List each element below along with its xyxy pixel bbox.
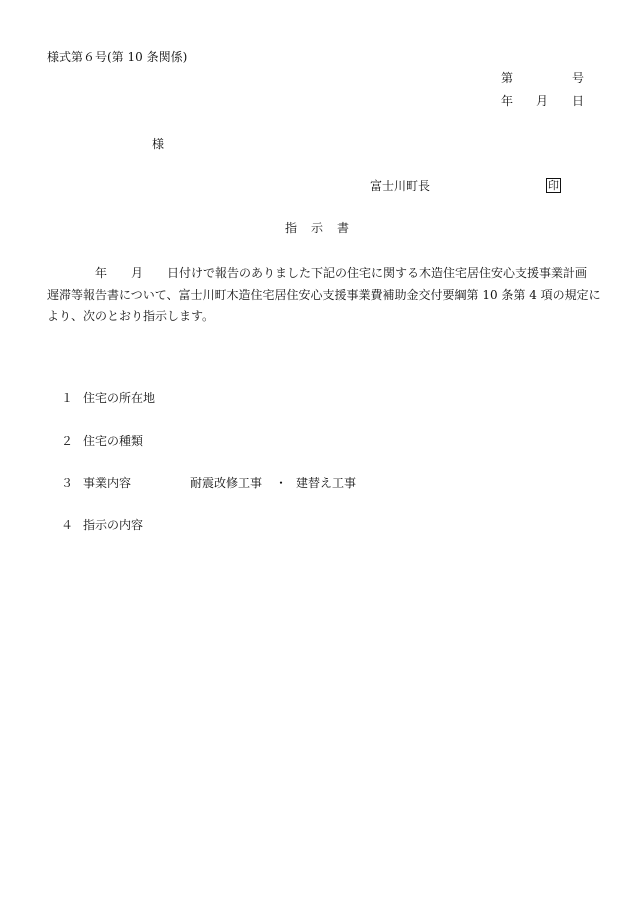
body-line-3: より、次のとおり指示します。 — [47, 309, 215, 323]
item-2-label: 住宅の種類 — [83, 434, 144, 448]
doc-number-prefix: 第 — [501, 71, 514, 85]
item-1-number: １ — [61, 391, 74, 405]
item-3-number: ３ — [61, 476, 74, 490]
body-paragraph — [47, 263, 601, 328]
item-3 — [61, 477, 131, 489]
item-4-number: ４ — [61, 518, 74, 532]
body-line-1-text: 日付けで報告のありました下記の住宅に関する木造住宅居住安心支援事業計画 — [167, 266, 588, 280]
item-1 — [61, 392, 155, 404]
date-month: 月 — [536, 94, 549, 108]
item-4 — [61, 519, 143, 531]
seal-text: 印 — [548, 179, 559, 192]
document-title: 指 示 書 — [285, 221, 351, 235]
body-month: 月 — [131, 266, 144, 280]
date-day: 日 — [572, 94, 585, 108]
item-2-number: ２ — [61, 434, 74, 448]
seal-mark — [546, 178, 561, 193]
issuer-title: 富士川町長 — [370, 179, 431, 193]
item-3-option-2: 建替え工事 — [296, 476, 357, 490]
date-year: 年 — [501, 94, 514, 108]
body-year: 年 — [95, 266, 108, 280]
item-3-label: 事業内容 — [83, 476, 132, 490]
item-4-label: 指示の内容 — [83, 518, 144, 532]
item-3-separator: ・ — [275, 476, 288, 490]
body-line-2: 遅滞等報告書について、富士川町木造住宅居住安心支援事業費補助金交付要綱第 10 条第 4 項の規定に — [47, 287, 601, 302]
body-line-1 — [47, 263, 587, 285]
item-2 — [61, 435, 143, 447]
item-1-label: 住宅の所在地 — [83, 391, 156, 405]
item-3-option-1: 耐震改修工事 — [190, 476, 263, 490]
doc-number-suffix: 号 — [572, 71, 585, 85]
addressee-honorific: 様 — [152, 137, 165, 151]
form-label: 様式第６号(第 10 条関係) — [47, 50, 188, 64]
